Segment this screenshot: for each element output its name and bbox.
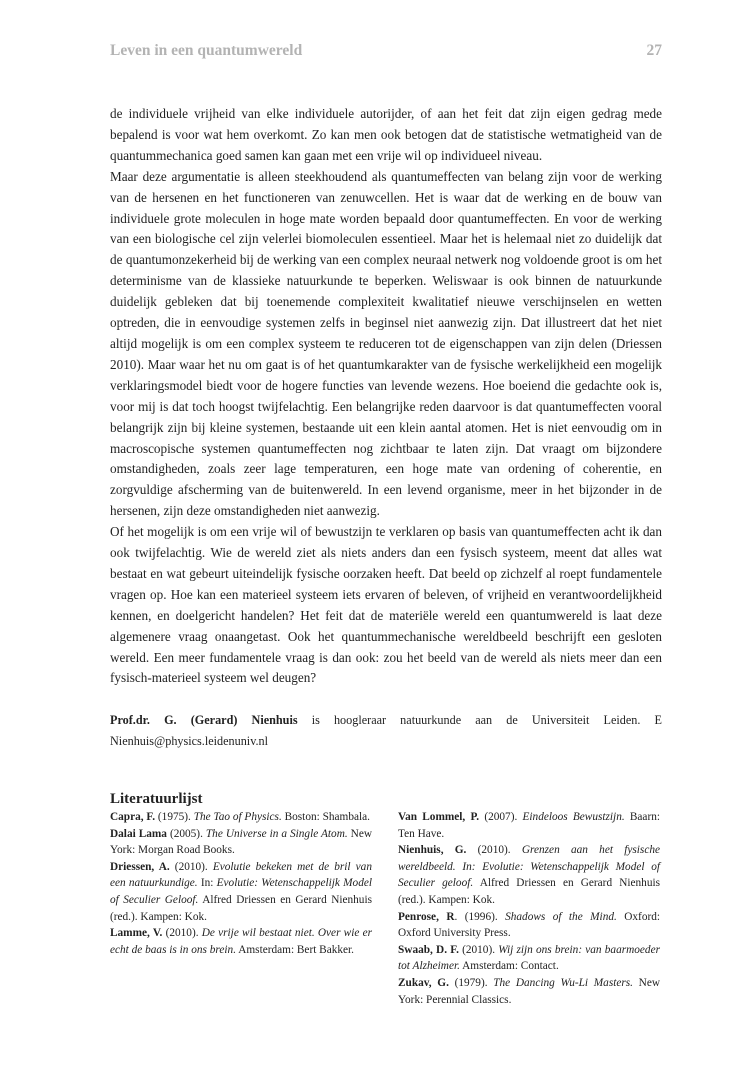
references-heading: Literatuurlijst — [110, 791, 203, 807]
ref-year: (1979). — [448, 976, 494, 989]
running-header — [110, 42, 662, 62]
ref-author: Dalai Lama — [110, 827, 167, 840]
reference-item — [110, 809, 372, 826]
running-title: Leven in een quantumwereld — [110, 42, 303, 59]
paragraph: Maar deze argumentatie is alleen steekhoudend als quantumeffecten van belang zijn voor de werking van de hersenen en het functioneren van zenuwcellen. Het is waar dat de werking en de bouw van individuele grote moleculen in hoge mate worden bepaald door quantumeffecten. En voor de werking van een biologische cel zijn velerlei biomoleculen essentieel. Maar het is helemaal niet zo duidelijk dat de quantumonzekerheid bij de werking van een complex neuraal netwerk nog voldoende groot is om het determinisme van de klassieke natuurkunde te beperken. Weliswaar is ook binnen de natuurkunde duidelijk gebleken dat bij toenemende complexiteit kwalitatief nieuwe verschijnselen en wetten optreden, die in eenvoudige systemen zelfs in beginsel niet aanwezig zijn. Dat illustreert dat het niet altijd mogelijk is om een complex systeem te reduceren tot de eigenschappen van zijn delen (Driessen 2010). Maar waar het nu om gaat is of het quantumkarakter van de fysische werkelijkheid een mogelijk verklaringsmodel biedt voor de hogere functies van levende wezens. Hoe boeiend die gedachte ook is, voor mij is dat toch hoogst twijfelachtig. Een belangrijke reden daarvoor is dat quantumeffecten vooral belangrijk zijn bij kleine systemen, bestaande uit een klein aantal atomen. Het is niet eenvoudig om in macroscopische systemen quantumeffecten nog zichtbaar te laten zijn. Dat vraagt om bijzondere omstandigheden, zoals zeer lage temperaturen, een hoge mate van ordening of coherentie, en zorgvuldige afscherming van de buitenwereld. In een levend organisme, meer in het bijzonder in de hersenen, zijn deze omstandigheden niet aanwezig. — [110, 168, 662, 519]
ref-title: Grenzen aan het fysische wereldbeeld. In: Evolutie: Wetenschappelijk Model of Seculier geloof. — [398, 844, 660, 890]
reference-item — [110, 826, 372, 859]
ref-author: Van Lommel, P. — [398, 811, 480, 823]
ref-title: The Dancing Wu-Li Masters. — [493, 976, 633, 989]
paragraph: de individuele vrijheid van elke individuele autorijder, of aan het feit dat zijn eigen gedrag mede bepalend is voor wat hem overkomt. Zo kan men ook betogen dat de statistische wetmatigheid van de quantummechanica goed samen kan gaan met een vrije wil op individueel niveau. — [110, 106, 662, 163]
article-body — [110, 104, 662, 689]
ref-author: Driessen, A. — [110, 860, 170, 873]
paragraph: Of het mogelijk is om een vrije wil of bewustzijn te verklaren op basis van quantumeffecten acht ik dan ook twijfelachtig. Wie de wereld ziet als niets anders dan een fysisch systeem, meent dat alles wat bestaat en wat gebeurt uiteindelijk fysische oorzaken heeft. Dat beeld op zichzelf al roept fundamentele vragen op. Hoe kan een materieel systeem iets ervaren of beleven, of vrijheid en verantwoordelijkheid kennen, en doelgericht handelen? Het feit dat de materiële wereld een quantumwereld is laat deze algemenere vraag onaangetast. Ook het quantummechanische wereldbeeld beschrijft een gesloten wereld. Een meer fundamentele vraag is dan ook: zou het beeld van de wereld als niets meer dan een fysisch-materieel systeem wel deugen? — [110, 524, 662, 686]
ref-author: Lamme, V. — [110, 927, 163, 940]
ref-publisher: Amsterdam: Bert Bakker. — [236, 943, 354, 956]
ref-author: Zukav, G. — [398, 976, 449, 989]
ref-publisher: New York: Morgan Road Books. — [110, 827, 373, 857]
ref-year: (2010). — [162, 927, 202, 940]
ref-year: (2010). — [466, 844, 522, 857]
author-name: Prof.dr. G. (Gerard) Nienhuis — [110, 713, 298, 727]
reference-item — [110, 859, 372, 925]
ref-publisher: Alfred Driessen en Gerard Nienhuis (red.). Kampen: Kok. — [110, 893, 372, 923]
ref-author: Penrose, R — [398, 910, 455, 923]
ref-book-title: Evolutie: Wetenschappelijk Model of Seculier Geloof. — [110, 877, 372, 906]
reference-item — [398, 942, 660, 975]
ref-year: (2005). — [166, 827, 206, 840]
ref-year: . (1996). — [454, 910, 506, 923]
reference-item — [398, 975, 660, 1008]
ref-year: (2010). — [169, 860, 213, 873]
ref-connector: In: — [197, 877, 217, 890]
reference-item — [398, 809, 660, 842]
ref-year: (2010). — [458, 943, 499, 956]
ref-year: (2007). — [479, 811, 523, 823]
ref-publisher: Baarn: Ten Have. — [398, 811, 660, 840]
reference-item — [110, 925, 372, 958]
ref-title: De vrije wil bestaat niet. Over wie er echt de baas is in ons brein. — [110, 927, 372, 956]
ref-title: Eindeloos Bewustzijn. — [522, 811, 625, 823]
ref-title: The Universe in a Single Atom. — [205, 827, 348, 840]
ref-publisher: Amsterdam: Contact. — [459, 960, 559, 973]
reference-item — [398, 909, 660, 942]
page-number: 27 — [646, 42, 662, 59]
ref-title: The Tao of Physics. — [193, 811, 282, 823]
ref-title: Wij zijn ons brein: van baarmoeder tot Alzheimer. — [398, 943, 660, 973]
author-note — [110, 710, 662, 752]
ref-publisher: Alfred Driessen en Gerard Nienhuis (red.). Kampen: Kok. — [398, 877, 660, 906]
references-left-column — [110, 809, 372, 958]
author-description: is hoogleraar natuurkunde aan de Universiteit Leiden. E Nienhuis@physics.leidenuniv.nl — [110, 713, 662, 748]
ref-author: Capra, F. — [110, 811, 156, 823]
ref-author: Swaab, D. F. — [398, 943, 459, 956]
reference-item — [398, 842, 660, 908]
references-right-column — [398, 809, 660, 1008]
ref-publisher: Oxford: Oxford University Press. — [398, 910, 661, 940]
ref-year: (1975). — [155, 811, 194, 823]
ref-title: Shadows of the Mind. — [505, 910, 617, 923]
ref-title: Evolutie bekeken met de bril van een natuurkundige. — [110, 860, 372, 890]
ref-author: Nienhuis, G. — [398, 844, 467, 857]
ref-publisher: New York: Perennial Classics. — [398, 976, 661, 1006]
ref-publisher: Boston: Shambala. — [281, 811, 370, 823]
